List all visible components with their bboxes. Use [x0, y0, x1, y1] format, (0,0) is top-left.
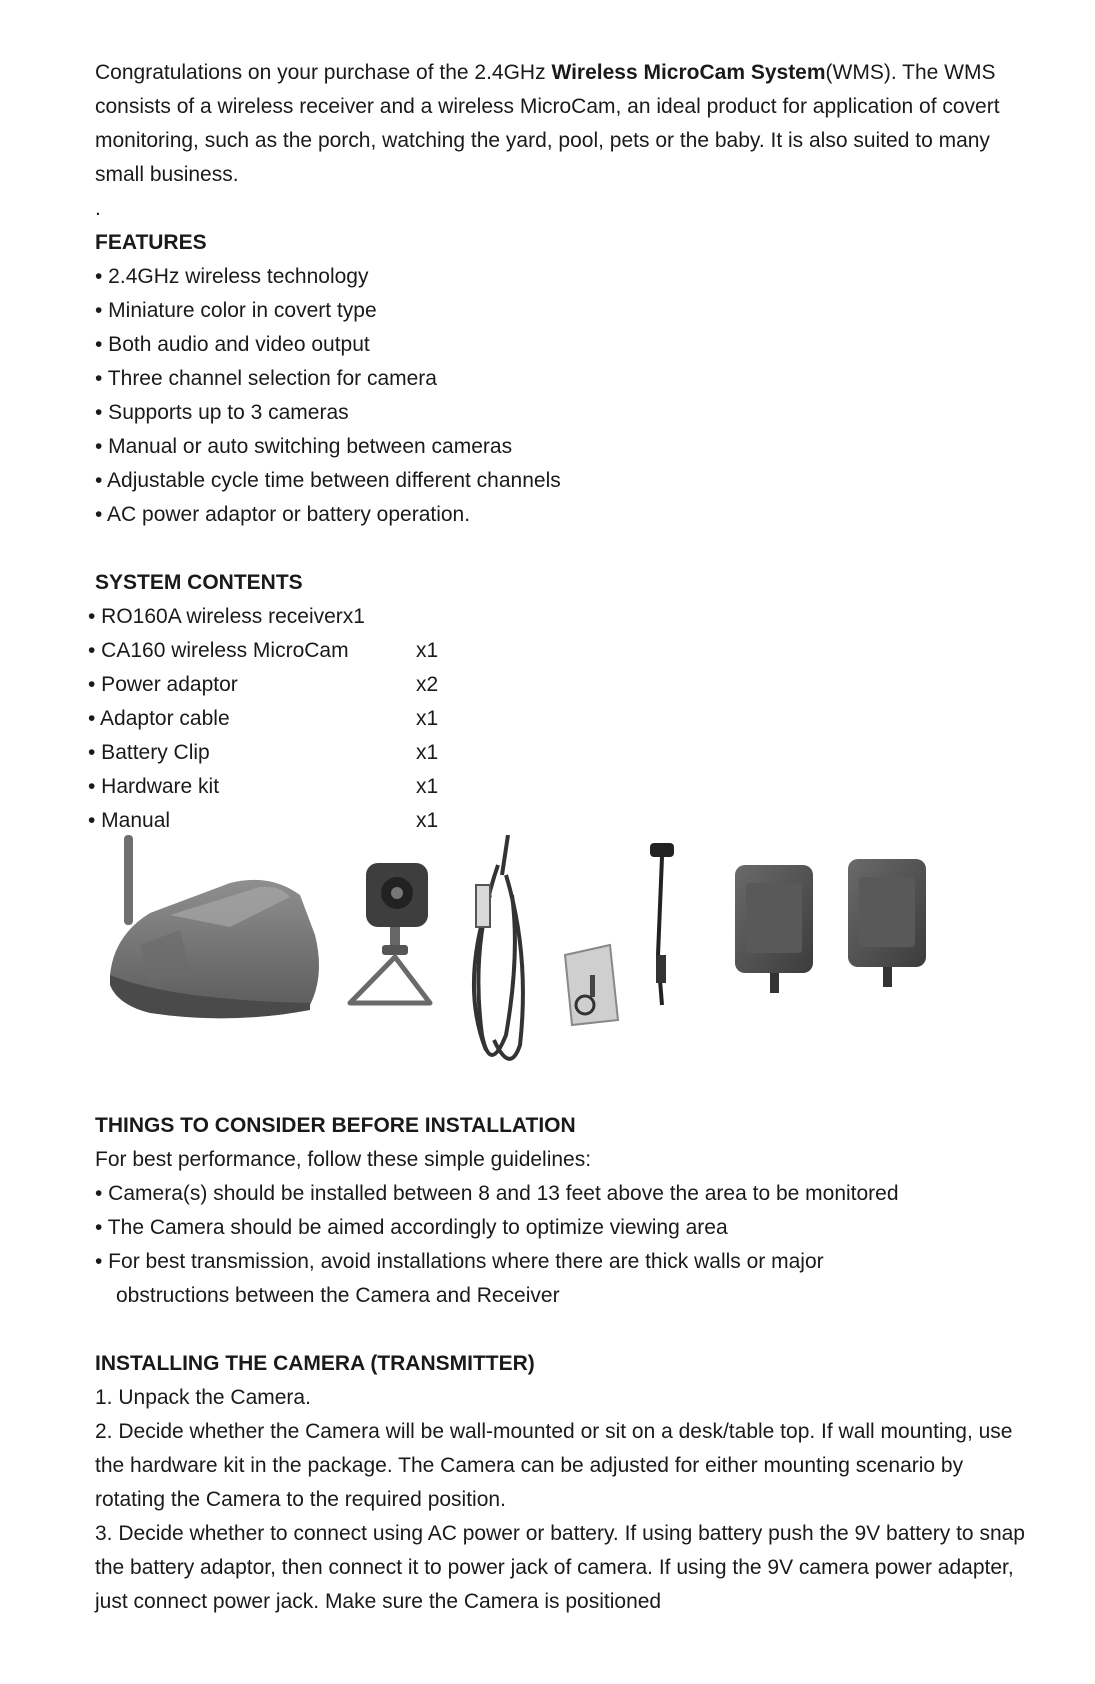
- contents-item: [88, 736, 1025, 770]
- guideline-line: • The Camera should be aimed accordingly to optimize viewing area: [95, 1216, 728, 1239]
- contents-item: [88, 600, 1025, 634]
- contents-item-qty: x1: [416, 741, 439, 764]
- product-name: Wireless MicroCam System: [551, 61, 826, 84]
- contents-item-qty: x1: [342, 605, 365, 628]
- feature-item: • Adjustable cycle time between different channels: [95, 469, 561, 492]
- contents-item-qty: x1: [416, 809, 439, 832]
- contents-item-qty: x1: [416, 707, 439, 730]
- installing-heading: INSTALLING THE CAMERA (TRANSMITTER): [95, 1352, 535, 1375]
- stray-dot: .: [95, 197, 101, 220]
- installation-section: [95, 1109, 1035, 1619]
- features-heading: FEATURES: [95, 231, 207, 254]
- contents-item-qty: x2: [416, 673, 439, 696]
- guideline-line: • Camera(s) should be installed between 8 and 13 feet above the area to be monitored: [95, 1182, 899, 1205]
- step-item: 3. Decide whether to connect using AC power or battery. If using battery push the 9V battery to snap the battery adaptor, then connect it to power jack of camera. If using the 9V camera power adapter, just connect power jack. Make sure the Camera is positioned: [95, 1522, 1025, 1613]
- contents-item: [88, 668, 1025, 702]
- contents-item-name: • Power adaptor: [88, 673, 238, 696]
- microcam-image: [350, 863, 430, 1003]
- guideline-item: [95, 1245, 1035, 1313]
- installing-steps: [95, 1381, 1035, 1619]
- feature-item: • 2.4GHz wireless technology: [95, 265, 369, 288]
- hardware-kit-image: [565, 945, 618, 1025]
- considerations-heading: THINGS TO CONSIDER BEFORE INSTALLATION: [95, 1114, 576, 1137]
- contents-item-name: • CA160 wireless MicroCam: [88, 639, 349, 662]
- intro-text-start: Congratulations on your purchase of the 2.4GHz: [95, 61, 552, 84]
- guideline-item: [95, 1177, 1035, 1211]
- battery-clip-image: [650, 843, 674, 1005]
- manual-page: [88, 56, 1025, 838]
- power-adaptor-image: [848, 859, 926, 987]
- system-contents-list: [88, 600, 1025, 838]
- step-item: 2. Decide whether the Camera will be wall-mounted or sit on a desk/table top. If wall mounting, use the hardware kit in the package. The Camera can be adjusted for either mounting scenario by rotating the Camera to the required position.: [95, 1420, 1013, 1511]
- considerations-intro: For best performance, follow these simple guidelines:: [95, 1148, 592, 1171]
- contents-item-name: • RO160A wireless receiver: [88, 605, 343, 628]
- feature-item: • Manual or auto switching between cameras: [95, 435, 513, 458]
- contents-item-name: • Adaptor cable: [88, 707, 230, 730]
- guideline-continuation: obstructions between the Camera and Receiver: [116, 1284, 560, 1307]
- feature-item: • Miniature color in covert type: [95, 299, 377, 322]
- contents-item: [88, 770, 1025, 804]
- considerations-list: [95, 1177, 1035, 1313]
- contents-item-name: • Manual: [88, 809, 171, 832]
- feature-item: • Three channel selection for camera: [95, 367, 437, 390]
- intro-paragraph: [95, 56, 1025, 192]
- intro-text-end: (WMS). The WMS consists of a wireless receiver and a wireless MicroCam, an ideal product for application of covert monitoring, such as the porch, watching the yard, pool, pets or the baby. It is also suited to many small business.: [95, 61, 1000, 186]
- guideline-item: [95, 1211, 1035, 1245]
- contents-item-qty: x1: [416, 639, 439, 662]
- contents-item: [88, 804, 1025, 838]
- features-list: [95, 260, 1025, 532]
- guideline-line: • For best transmission, avoid installations where there are thick walls or major: [95, 1250, 824, 1273]
- contents-item-name: • Battery Clip: [88, 741, 210, 764]
- step-item: 1. Unpack the Camera.: [95, 1386, 311, 1409]
- receiver-image: [110, 835, 319, 1018]
- feature-item: • AC power adaptor or battery operation.: [95, 503, 471, 526]
- contents-item: [88, 702, 1025, 736]
- system-contents-heading: SYSTEM CONTENTS: [95, 571, 303, 594]
- contents-item: [88, 634, 1025, 668]
- system-contents-photo: [110, 835, 1000, 1075]
- power-adaptor-image: [735, 865, 813, 993]
- contents-item-name: • Hardware kit: [88, 775, 220, 798]
- feature-item: • Both audio and video output: [95, 333, 370, 356]
- feature-item: • Supports up to 3 cameras: [95, 401, 349, 424]
- adaptor-cable-image: [474, 835, 523, 1059]
- contents-item-qty: x1: [416, 775, 439, 798]
